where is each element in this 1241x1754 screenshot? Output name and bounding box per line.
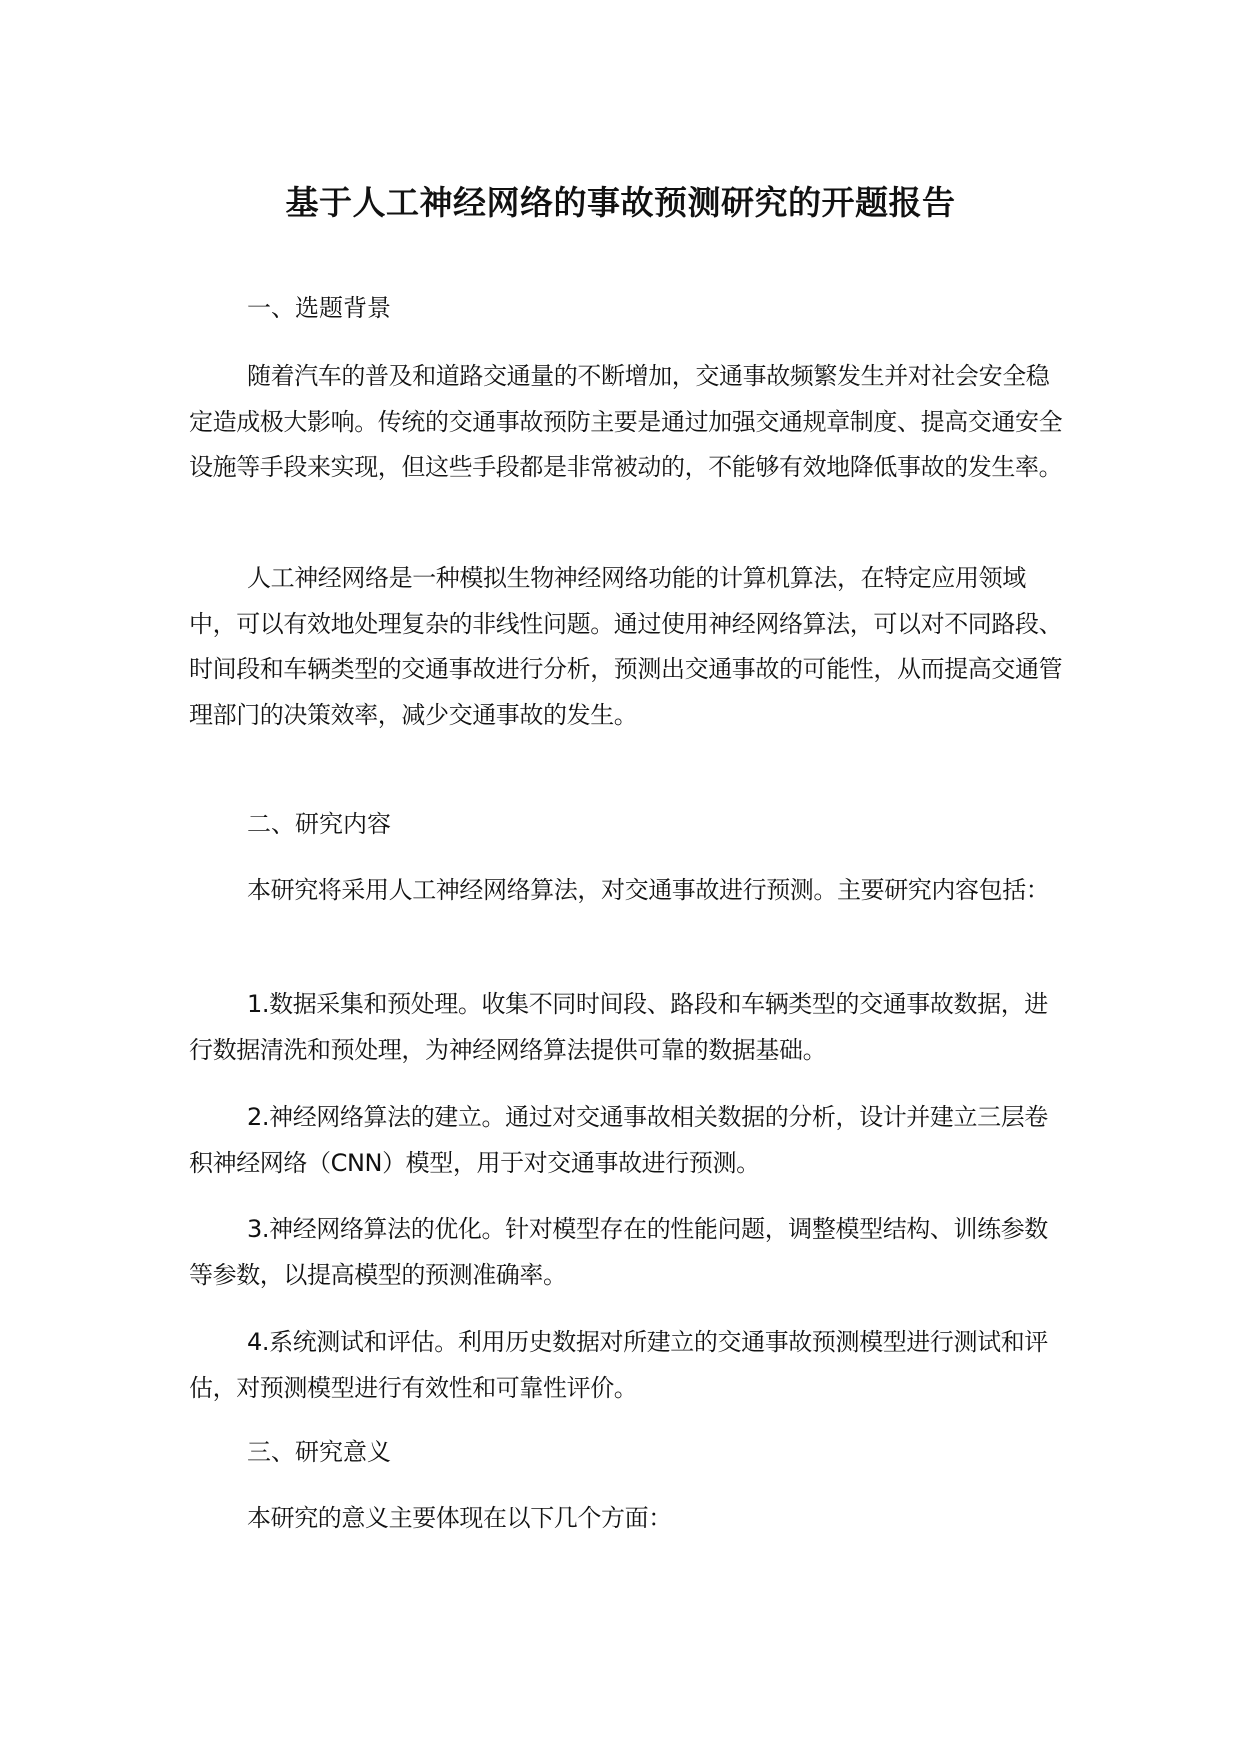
paragraph-background-2: 人工神经网络是一种模拟生物神经网络功能的计算机算法，在特定应用领域中，可以有效地处理复杂的非线性问题。通过使用神经网络算法，可以对不同路段、时间段和车辆类型的交通事故进行分析，预测出交通事故的可能性，从而提高交通管理部门的决策效率，减少交通事故的发生。 xyxy=(189,564,1063,729)
section-heading-background: 一、选题背景 xyxy=(247,294,391,322)
paragraph-background-1: 随着汽车的普及和道路交通量的不断增加，交通事故频繁发生并对社会安全稳定造成极大影响。传统的交通事故预防主要是通过加强交通规章制度、提高交通安全设施等手段来实现，但这些手段都是非常被动的，不能够有效地降低事故的发生率。 xyxy=(189,362,1063,481)
paragraph-content-item-3: 3.神经网络算法的优化。针对模型存在的性能问题，调整模型结构、训练参数等参数，以提高模型的预测准确率。 xyxy=(189,1215,1048,1289)
paragraph-content-item-4: 4.系统测试和评估。利用历史数据对所建立的交通事故预测模型进行测试和评估，对预测模型进行有效性和可靠性评价。 xyxy=(189,1328,1048,1402)
section-heading-significance: 三、研究意义 xyxy=(247,1438,391,1466)
paragraph-content-item-1: 1.数据采集和预处理。收集不同时间段、路段和车辆类型的交通事故数据，进行数据清洗和预处理，为神经网络算法提供可靠的数据基础。 xyxy=(189,990,1048,1064)
document-title: 基于人工神经网络的事故预测研究的开题报告 xyxy=(285,183,956,222)
section-heading-content: 二、研究内容 xyxy=(247,810,391,838)
paragraph-content-intro: 本研究将采用人工神经网络算法，对交通事故进行预测。主要研究内容包括： xyxy=(247,876,1050,904)
paragraph-content-item-2: 2.神经网络算法的建立。通过对交通事故相关数据的分析，设计并建立三层卷积神经网络（CNN）模型，用于对交通事故进行预测。 xyxy=(189,1103,1048,1177)
paragraph-significance-intro: 本研究的意义主要体现在以下几个方面： xyxy=(247,1504,672,1532)
